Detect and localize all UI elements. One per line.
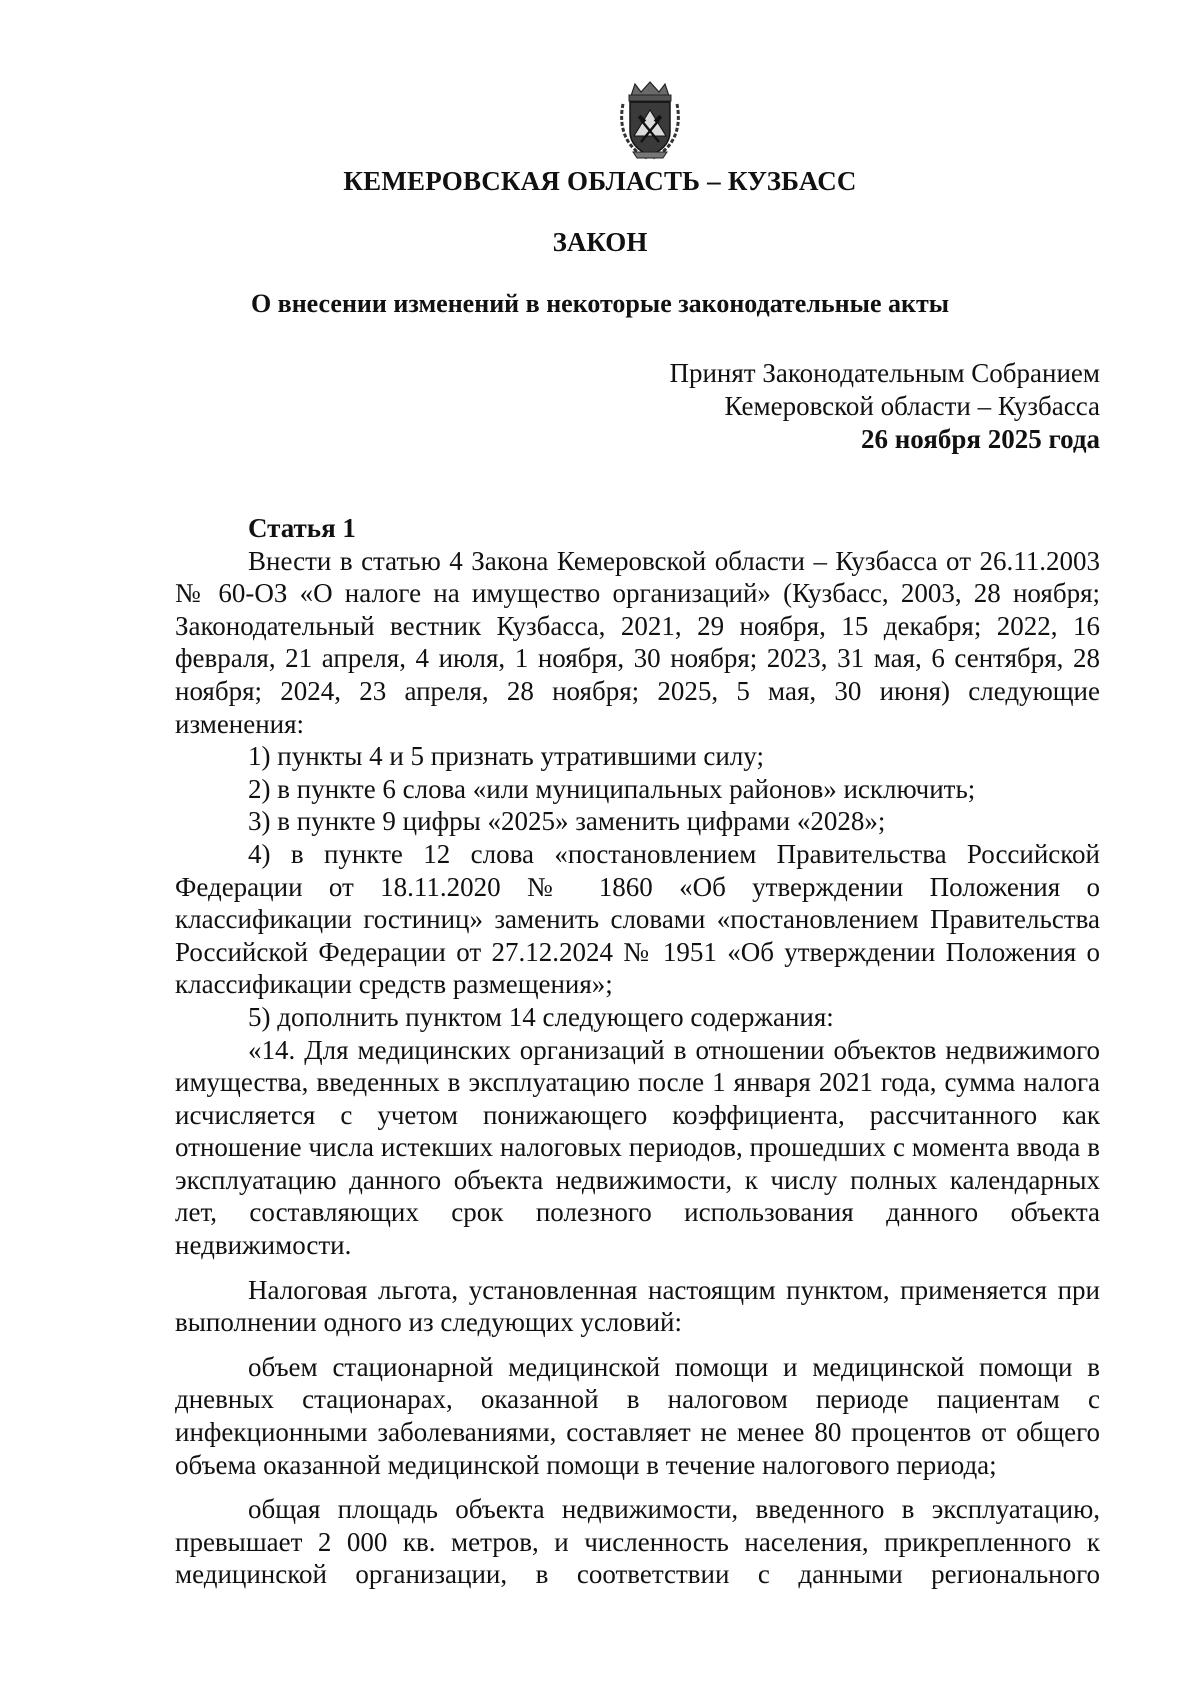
article-heading: Статья 1: [248, 513, 356, 543]
adoption-line-1: Принят Законодательным Собранием: [669, 358, 1100, 388]
list-item-1: 1) пункты 4 и 5 признать утратившими силу;: [248, 741, 764, 772]
kuzbass-coat-of-arms-icon: [617, 80, 683, 162]
article-intro: Внести в статью 4 Закона Кемеровской области – Кузбасса от 26.11.2003 № 60-ОЗ «О налоге на имущество организаций» (Кузбасс, 2003, 28 ноября; Законодательный вестник Кузбасса, 2021, 29 ноября, 15 декабря; 2022, 16 февраля, 21 апреля, 4 июля, 1 ноября, 30 ноября; 2023, 31 мая, 6 сентября, 28 ноября; 2024, 23 апреля, 28 ноября; 2025, 5 мая, 30 июня) следующие изменения:: [175, 545, 1100, 739]
benefit-conditions-intro: Налоговая льгота, установленная настоящим пунктом, применяется при выполнении одного из следующих условий:: [175, 1274, 1100, 1338]
list-item-5: 5) дополнить пунктом 14 следующего содержания:: [248, 1001, 834, 1032]
law-title: О внесении изменений в некоторые законодательные акты: [250, 289, 950, 318]
list-item-4: 4) в пункте 12 слова «постановлением Правительства Российской Федерации от 18.11.2020 № 1860 «Об утверждении Положения о классификации гостиниц» заменить словами «постановлением Правительства Российской Федерации от 27.12.2024 № 1951 «Об утверждении Положения о классификации средств размещения»;: [175, 838, 1100, 1000]
condition-1: объем стационарной медицинской помощи и медицинской помощи в дневных стационарах, оказанной в налоговом периоде пациентам с инфекционными заболеваниями, составляет не менее 80 процентов от общего объема оказанной медицинской помощи в течение налогового периода;: [175, 1351, 1100, 1480]
adoption-date: 26 ноября 2025 года: [861, 424, 1100, 454]
point-14-text: «14. Для медицинских организаций в отношении объектов недвижимого имущества, введенных в эксплуатацию после 1 января 2021 года, сумма налога исчисляется с учетом понижающего коэффициента, рассчитанного как отношение числа истекших налоговых периодов, прошедших с момента ввода в эксплуатацию данного объекта недвижимости, к числу полных календарных лет, составляющих срок полезного использования данного объекта недвижимости.: [175, 1034, 1100, 1261]
list-item-2: 2) в пункте 6 слова «или муниципальных районов» исключить;: [248, 773, 976, 804]
document-type: ЗАКОН: [552, 227, 648, 257]
adoption-block: [669, 357, 1100, 456]
adoption-line-2: Кемеровской области – Кузбасса: [724, 391, 1100, 421]
region-name: КЕМЕРОВСКАЯ ОБЛАСТЬ – КУЗБАСС: [343, 166, 857, 196]
list-item-3: 3) в пункте 9 цифры «2025» заменить цифрами «2028»;: [248, 806, 886, 837]
document-body: [175, 512, 1100, 1591]
condition-2: общая площадь объекта недвижимости, введенного в эксплуатацию, превышает 2 000 кв. метров, и численность населения, прикрепленного к медицинской организации, в соответствии с данными регионального: [175, 1494, 1100, 1590]
